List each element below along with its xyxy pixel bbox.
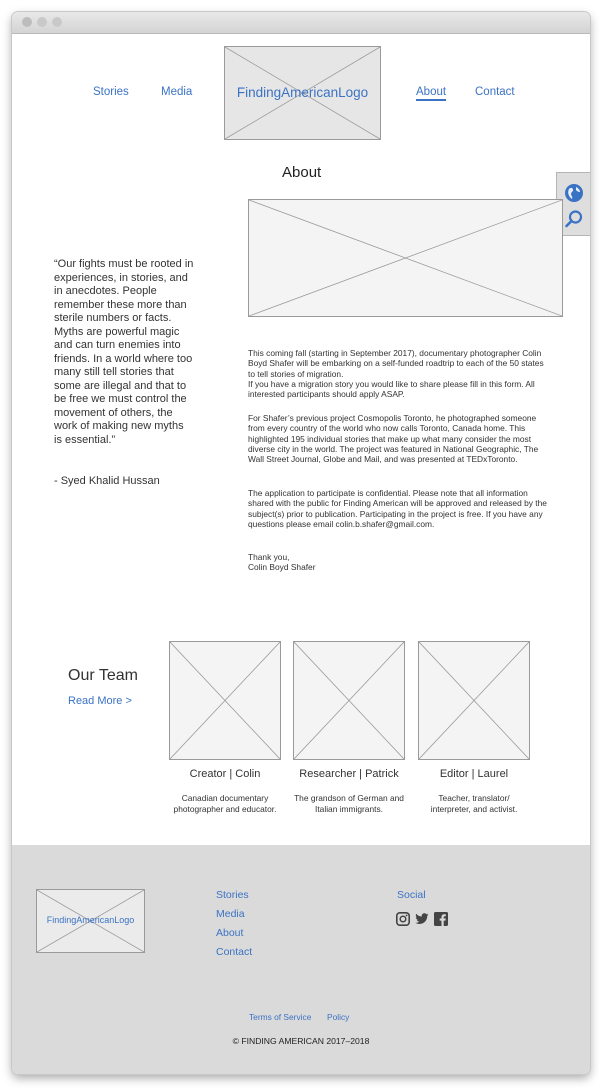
placeholder-cross-icon [419,642,529,759]
team-heading: Our Team [68,667,138,684]
about-hero-image [248,199,563,317]
footer-logo-text: FindingAmericanLogo [46,915,135,925]
twitter-icon[interactable] [415,912,429,926]
team-member-name: Researcher | Patrick [299,768,399,780]
team-photo-colin[interactable] [169,641,281,760]
team-photo-patrick[interactable] [293,641,405,760]
footer-link-stories[interactable]: Stories [216,889,249,901]
nav-about[interactable]: About [416,86,446,101]
team-member-name: Creator | Colin [189,768,261,780]
team-photo-laurel[interactable] [418,641,530,760]
nav-media[interactable]: Media [161,86,193,98]
about-paragraph-2: For Shafer’s previous project Cosmopolis Toronto, he photographed someone from every country of the world who now calls Toronto, Canada home. This highlighted 195 individual stories that make up what many consider the most diverse city in the world. The project was featured in National Geographic, The Wall Street Journal, Globe and Mail, and was presented at TEDxToronto. [248,413,539,465]
footer-link-about[interactable]: About [216,927,244,939]
team-member-name: Editor | Laurel [439,768,509,780]
nav-stories[interactable]: Stories [93,86,129,98]
about-signoff: Thank you, Colin Boyd Shafer [248,552,316,573]
team-member-description: The grandson of German and Italian immigrants. [294,793,404,814]
header-logo[interactable] [224,46,381,140]
minimize-window-button[interactable] [37,17,47,27]
about-paragraph-1: This coming fall (starting in September 2017), documentary photographer Colin Boyd Shafer will be embarking on a self-funded roadtrip to each of the 50 states to tell stories of migration. If you have a migration story you would like to share please fill in this form. All interested participants should apply ASAP. [248,348,544,400]
team-member-description: Teacher, translator/ interpreter, and activist. [430,793,518,814]
team-member-description: Canadian documentary photographer and educator. [173,793,277,814]
instagram-icon[interactable] [396,912,410,926]
placeholder-cross-icon [294,642,404,759]
policy-link[interactable]: Policy [327,1012,350,1022]
nav-contact[interactable]: Contact [475,86,515,98]
read-more-link[interactable]: Read More > [68,695,132,707]
footer-logo[interactable] [36,889,145,953]
search-icon[interactable] [564,209,584,229]
maximize-window-button[interactable] [52,17,62,27]
social-label: Social [397,889,426,901]
header-logo-text: FindingAmericanLogo [236,85,369,100]
close-window-button[interactable] [22,17,32,27]
footer-link-media[interactable]: Media [216,908,245,920]
facebook-icon[interactable] [434,912,448,926]
globe-icon[interactable] [564,183,584,203]
placeholder-cross-icon [249,200,562,316]
pull-quote: “Our fights must be rooted in experiences, in stories, and in anecdotes. People remember these more than sterile numbers or facts. Myths are powerful magic and can turn enemies into friends. In a world where too many still tell stories that some are illegal and that to be free we must control the movement of others, the work of making new myths is essential.” [54,258,194,446]
placeholder-cross-icon [170,642,280,759]
footer-link-contact[interactable]: Contact [216,946,253,958]
copyright-text: © FINDING AMERICAN 2017–2018 [232,1036,370,1046]
window-titlebar [12,12,590,34]
browser-window [12,12,590,1074]
quote-author: - Syed Khalid Hussan [54,475,160,487]
page-title: About [282,164,322,181]
about-paragraph-3: The application to participate is confidential. Please note that all information shared with the public for Finding American will be approved and released by the subject(s) prior to publication. Participating in the project is free. If you have any questions please email colin.b.shafer@gmail.com. [248,488,547,529]
terms-of-service-link[interactable]: Terms of Service [249,1012,312,1022]
